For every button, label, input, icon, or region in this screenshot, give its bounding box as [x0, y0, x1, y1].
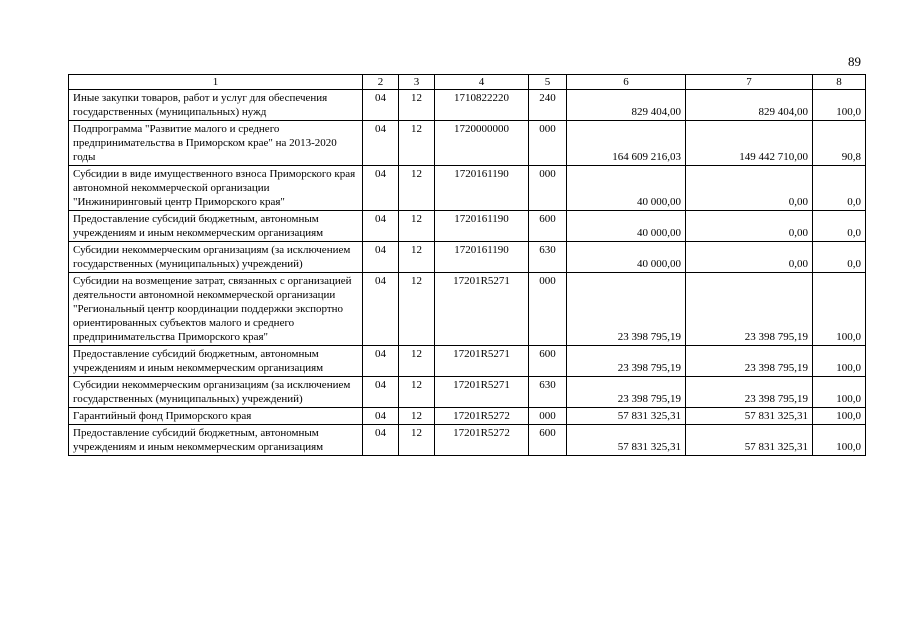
row-name-cell: Предоставление субсидий бюджетным, автономным учреждениям и иным некоммерческим организациям: [69, 425, 363, 456]
budget-table: [68, 74, 866, 456]
table-row: [69, 211, 866, 242]
subsection-code-cell: 12: [399, 273, 435, 346]
column-header: 2: [363, 75, 399, 90]
row-name-cell: Субсидии на возмещение затрат, связанных с организацией деятельности автономной некоммерческой организации "Региональный центр координации поддержки экспортно ориентированных субъектов малого и среднего предпринимательства Приморского края": [69, 273, 363, 346]
row-name-cell: Иные закупки товаров, работ и услуг для обеспечения государственных (муниципальных) нужд: [69, 90, 363, 121]
percent-cell: 100,0: [813, 425, 866, 456]
section-code-cell: 04: [363, 166, 399, 211]
planned-amount-cell: 164 609 216,03: [567, 121, 686, 166]
table-row: [69, 377, 866, 408]
row-name-cell: Подпрограмма "Развитие малого и среднего предпринимательства в Приморском крае" на 2013-2020 годы: [69, 121, 363, 166]
row-name-cell: Субсидии некоммерческим организациям (за исключением государственных (муниципальных) учреждений): [69, 242, 363, 273]
section-code-cell: 04: [363, 211, 399, 242]
actual-amount-cell: 0,00: [686, 166, 813, 211]
planned-amount-cell: 23 398 795,19: [567, 273, 686, 346]
planned-amount-cell: 829 404,00: [567, 90, 686, 121]
subsection-code-cell: 12: [399, 90, 435, 121]
subsection-code-cell: 12: [399, 121, 435, 166]
table-row: [69, 408, 866, 425]
expense-type-cell: 000: [529, 273, 567, 346]
section-code-cell: 04: [363, 273, 399, 346]
target-article-cell: 17201R5271: [435, 273, 529, 346]
actual-amount-cell: 0,00: [686, 242, 813, 273]
column-header: 1: [69, 75, 363, 90]
expense-type-cell: 240: [529, 90, 567, 121]
row-name-cell: Предоставление субсидий бюджетным, автономным учреждениям и иным некоммерческим организациям: [69, 211, 363, 242]
percent-cell: 100,0: [813, 90, 866, 121]
column-header: 3: [399, 75, 435, 90]
section-code-cell: 04: [363, 242, 399, 273]
target-article-cell: 1720000000: [435, 121, 529, 166]
actual-amount-cell: 23 398 795,19: [686, 273, 813, 346]
planned-amount-cell: 40 000,00: [567, 242, 686, 273]
actual-amount-cell: 57 831 325,31: [686, 408, 813, 425]
percent-cell: 100,0: [813, 346, 866, 377]
percent-cell: 0,0: [813, 166, 866, 211]
planned-amount-cell: 57 831 325,31: [567, 425, 686, 456]
expense-type-cell: 000: [529, 408, 567, 425]
target-article-cell: 1710822220: [435, 90, 529, 121]
table-row: [69, 90, 866, 121]
section-code-cell: 04: [363, 90, 399, 121]
actual-amount-cell: 149 442 710,00: [686, 121, 813, 166]
subsection-code-cell: 12: [399, 408, 435, 425]
percent-cell: 100,0: [813, 273, 866, 346]
percent-cell: 100,0: [813, 408, 866, 425]
table-row: [69, 425, 866, 456]
subsection-code-cell: 12: [399, 242, 435, 273]
actual-amount-cell: 0,00: [686, 211, 813, 242]
planned-amount-cell: 57 831 325,31: [567, 408, 686, 425]
section-code-cell: 04: [363, 121, 399, 166]
row-name-cell: Предоставление субсидий бюджетным, автономным учреждениям и иным некоммерческим организациям: [69, 346, 363, 377]
column-header: 8: [813, 75, 866, 90]
section-code-cell: 04: [363, 346, 399, 377]
header-row: [69, 75, 866, 90]
page-number: 89: [848, 54, 861, 69]
table-row: [69, 273, 866, 346]
target-article-cell: 1720161190: [435, 211, 529, 242]
section-code-cell: 04: [363, 377, 399, 408]
percent-cell: 100,0: [813, 377, 866, 408]
subsection-code-cell: 12: [399, 377, 435, 408]
target-article-cell: 17201R5271: [435, 377, 529, 408]
actual-amount-cell: 23 398 795,19: [686, 346, 813, 377]
row-name-cell: Субсидии в виде имущественного взноса Приморского края автономной некоммерческой организации "Инжиниринговый центр Приморского края": [69, 166, 363, 211]
target-article-cell: 17201R5272: [435, 408, 529, 425]
section-code-cell: 04: [363, 425, 399, 456]
table-row: [69, 346, 866, 377]
target-article-cell: 17201R5271: [435, 346, 529, 377]
expense-type-cell: 600: [529, 211, 567, 242]
target-article-cell: 1720161190: [435, 166, 529, 211]
expense-type-cell: 000: [529, 166, 567, 211]
expense-type-cell: 600: [529, 425, 567, 456]
expense-type-cell: 630: [529, 242, 567, 273]
planned-amount-cell: 23 398 795,19: [567, 377, 686, 408]
planned-amount-cell: 40 000,00: [567, 166, 686, 211]
column-header: 5: [529, 75, 567, 90]
subsection-code-cell: 12: [399, 166, 435, 211]
row-name-cell: Субсидии некоммерческим организациям (за исключением государственных (муниципальных) учреждений): [69, 377, 363, 408]
subsection-code-cell: 12: [399, 346, 435, 377]
subsection-code-cell: 12: [399, 425, 435, 456]
column-header: 7: [686, 75, 813, 90]
table-row: [69, 121, 866, 166]
expense-type-cell: 000: [529, 121, 567, 166]
planned-amount-cell: 40 000,00: [567, 211, 686, 242]
actual-amount-cell: 57 831 325,31: [686, 425, 813, 456]
expense-type-cell: 630: [529, 377, 567, 408]
subsection-code-cell: 12: [399, 211, 435, 242]
section-code-cell: 04: [363, 408, 399, 425]
percent-cell: 0,0: [813, 211, 866, 242]
row-name-cell: Гарантийный фонд Приморского края: [69, 408, 363, 425]
target-article-cell: 17201R5272: [435, 425, 529, 456]
expense-type-cell: 600: [529, 346, 567, 377]
actual-amount-cell: 23 398 795,19: [686, 377, 813, 408]
actual-amount-cell: 829 404,00: [686, 90, 813, 121]
table-row: [69, 242, 866, 273]
target-article-cell: 1720161190: [435, 242, 529, 273]
table-row: [69, 166, 866, 211]
percent-cell: 90,8: [813, 121, 866, 166]
column-header: 6: [567, 75, 686, 90]
column-header: 4: [435, 75, 529, 90]
percent-cell: 0,0: [813, 242, 866, 273]
planned-amount-cell: 23 398 795,19: [567, 346, 686, 377]
